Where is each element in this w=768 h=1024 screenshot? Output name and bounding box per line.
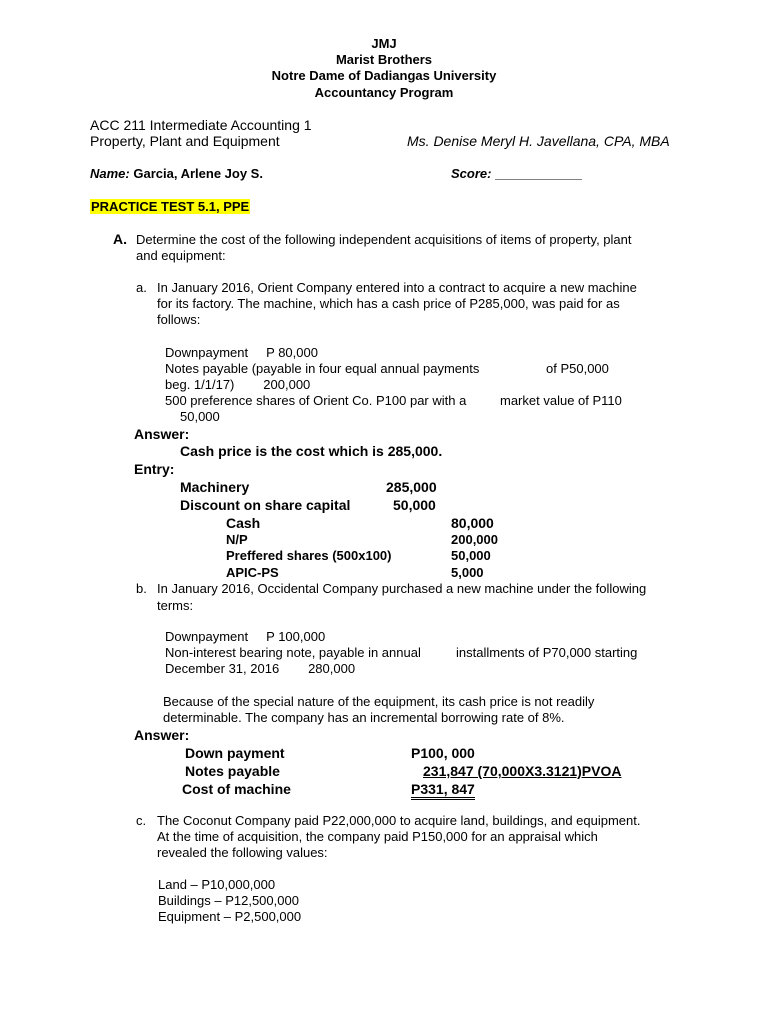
header-line-jmj: JMJ bbox=[371, 36, 397, 51]
entry-account: APIC-PS bbox=[226, 565, 279, 580]
entry-debit: 285,000 bbox=[386, 479, 437, 495]
item-a-answer-text: Cash price is the cost which is 285,000. bbox=[180, 443, 443, 459]
score-label: Score: bbox=[451, 166, 492, 181]
item-b-downpayment: Downpayment P 100,000 bbox=[165, 629, 326, 644]
entry-account: N/P bbox=[226, 532, 248, 547]
item-a-answer-label: Answer: bbox=[134, 426, 190, 442]
instructor-name: Ms. Denise Meryl H. Javellana, CPA, MBA bbox=[407, 133, 670, 149]
entry-account: Discount on share capital bbox=[180, 497, 351, 513]
course-topic: Property, Plant and Equipment bbox=[90, 133, 280, 149]
course-code-title: ACC 211 Intermediate Accounting 1 bbox=[90, 117, 312, 133]
name-value: Garcia, Arlene Joy S. bbox=[133, 166, 263, 181]
item-a-notes-date: beg. 1/1/17) 200,000 bbox=[165, 377, 311, 392]
test-title: PRACTICE TEST 5.1, PPE bbox=[91, 199, 250, 214]
entry-credit: 200,000 bbox=[451, 532, 498, 547]
item-b-note: Non-interest bearing note, payable in annual bbox=[165, 645, 421, 660]
item-b-row-label: Notes payable bbox=[185, 763, 280, 779]
item-b-row-value-total: P331, 847 bbox=[411, 781, 475, 800]
item-c-text-1: The Coconut Company paid P22,000,000 to acquire land, buildings, and equipment. bbox=[157, 813, 641, 828]
section-a-instruction-2: and equipment: bbox=[136, 248, 226, 263]
item-a-downpayment: Downpayment P 80,000 bbox=[165, 345, 318, 360]
item-b-answer-label: Answer: bbox=[134, 727, 190, 743]
item-c-text-3: revealed the following values: bbox=[157, 845, 328, 860]
item-a-letter: a. bbox=[136, 280, 147, 295]
item-a-preference-shares: 500 preference shares of Orient Co. P100 par with a bbox=[165, 393, 467, 408]
entry-credit: 5,000 bbox=[451, 565, 484, 580]
entry-account: Preffered shares (500x100) bbox=[226, 548, 392, 563]
score-row bbox=[451, 166, 582, 181]
entry-credit: 50,000 bbox=[451, 548, 491, 563]
item-a-entry-label: Entry: bbox=[134, 461, 175, 477]
item-c-value-equipment: Equipment – P2,500,000 bbox=[158, 909, 302, 924]
item-c-text-2: At the time of acquisition, the company paid P150,000 for an appraisal which bbox=[157, 829, 598, 844]
section-a-instruction-1: Determine the cost of the following independent acquisitions of items of property, plant bbox=[136, 232, 632, 247]
entry-account: Machinery bbox=[180, 479, 250, 495]
score-blank: ____________ bbox=[495, 166, 582, 181]
item-b-installments: installments of P70,000 starting bbox=[456, 645, 638, 660]
item-b-letter: b. bbox=[136, 581, 147, 596]
header-line-university: Notre Dame of Dadiangas University bbox=[271, 68, 497, 83]
item-b-row-value: 231,847 (70,000X3.3121)PVOA bbox=[423, 763, 622, 779]
item-c-value-land: Land – P10,000,000 bbox=[158, 877, 276, 892]
item-b-note-line-1: Because of the special nature of the equipment, its cash price is not readily bbox=[163, 694, 595, 709]
item-b-row-label: Down payment bbox=[185, 745, 285, 761]
item-a-notes-payable-amount: of P50,000 bbox=[546, 361, 609, 376]
student-name-row bbox=[90, 166, 263, 181]
item-c-value-buildings: Buildings – P12,500,000 bbox=[158, 893, 299, 908]
item-b-row-label: Cost of machine bbox=[182, 781, 291, 797]
header-line-program: Accountancy Program bbox=[314, 85, 454, 100]
item-a-text-3: follows: bbox=[157, 312, 201, 327]
item-a-market-value: market value of P110 bbox=[500, 393, 622, 408]
name-label: Name: bbox=[90, 166, 130, 181]
item-b-row-value: P100, 000 bbox=[411, 745, 475, 761]
item-a-shares-amount: 50,000 bbox=[180, 409, 220, 424]
item-b-text-2: terms: bbox=[157, 598, 194, 613]
item-b-note-date: December 31, 2016 280,000 bbox=[165, 661, 356, 676]
item-a-text-2: for its factory. The machine, which has a cash price of P285,000, was paid for as bbox=[157, 296, 620, 311]
entry-debit: 50,000 bbox=[393, 497, 436, 513]
entry-account: Cash bbox=[226, 515, 261, 531]
item-b-note-line-2: determinable. The company has an incremental borrowing rate of 8%. bbox=[163, 710, 565, 725]
item-c-letter: c. bbox=[136, 813, 147, 828]
header-line-marist: Marist Brothers bbox=[335, 52, 433, 67]
item-b-text-1: In January 2016, Occidental Company purchased a new machine under the following bbox=[157, 581, 647, 596]
item-a-notes-payable: Notes payable (payable in four equal annual payments bbox=[165, 361, 480, 376]
item-a-text-1: In January 2016, Orient Company entered into a contract to acquire a new machine bbox=[157, 280, 637, 295]
section-a-letter: A. bbox=[113, 231, 127, 247]
entry-credit: 80,000 bbox=[451, 515, 494, 531]
